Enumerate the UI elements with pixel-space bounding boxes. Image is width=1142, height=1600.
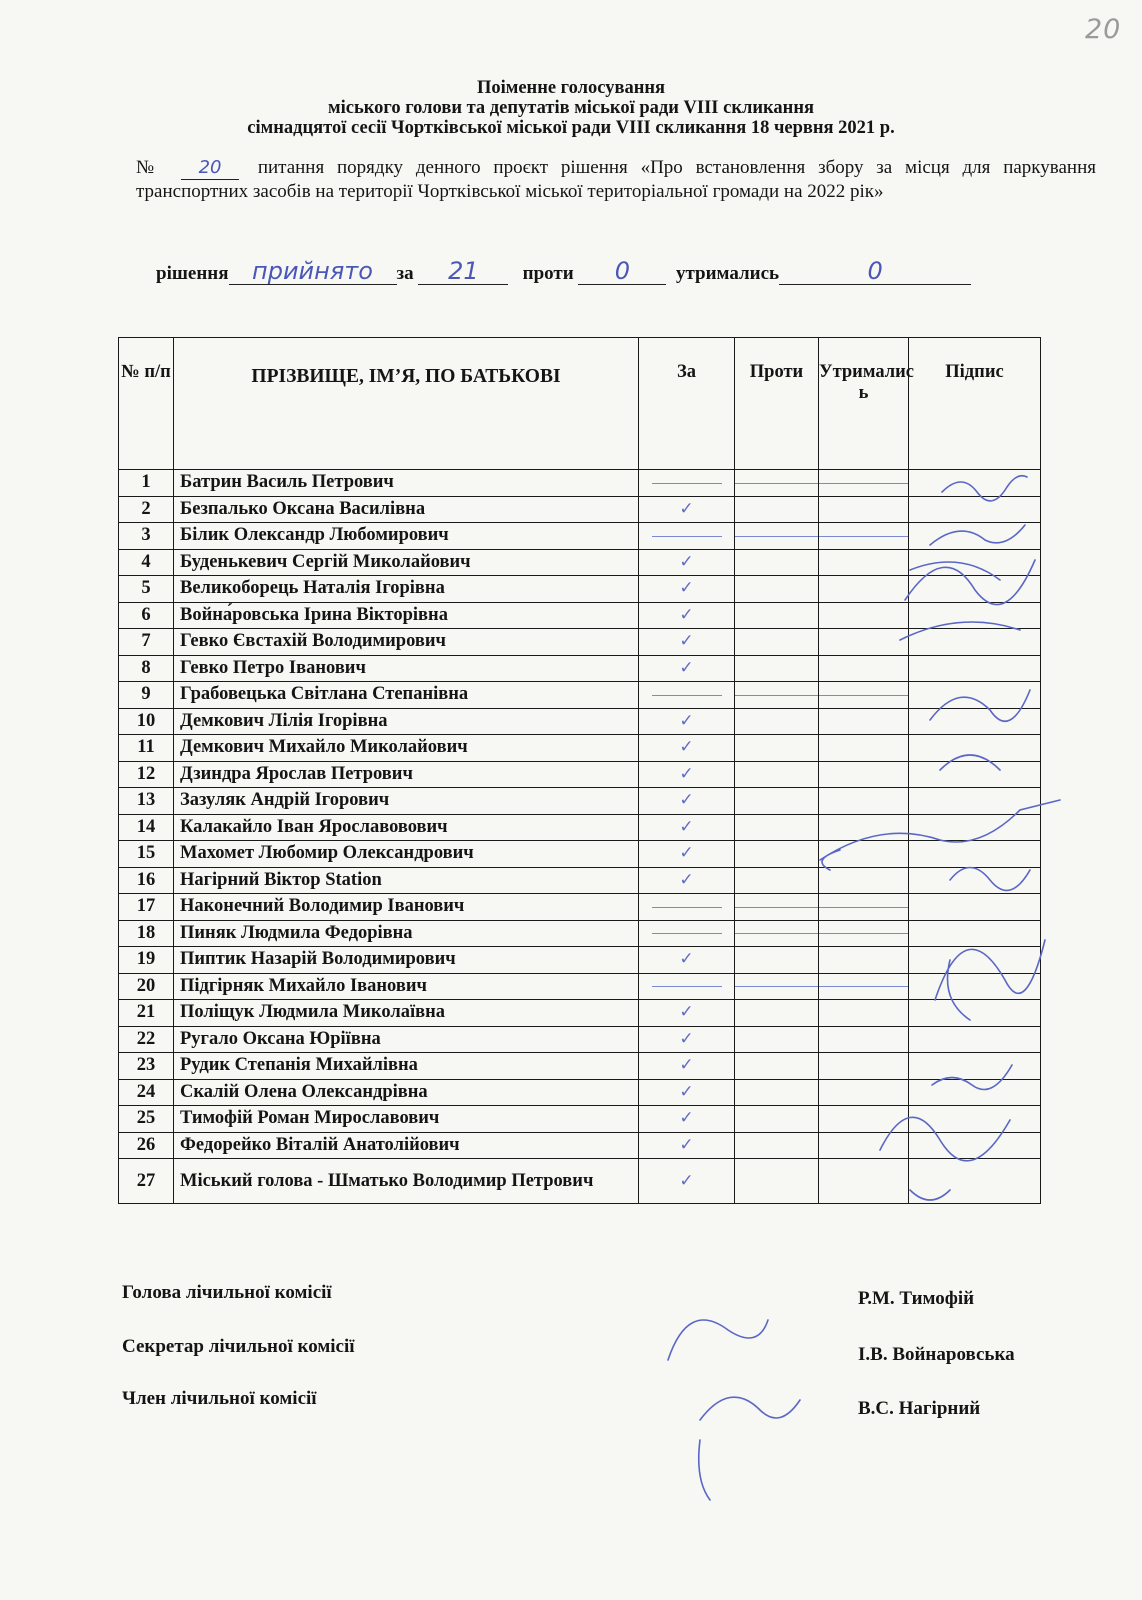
vote-for-cell xyxy=(639,682,735,709)
deputy-name: Скалій Олена Олександрівна xyxy=(174,1079,639,1106)
vote-abstained-cell xyxy=(819,1132,909,1159)
vote-for-cell xyxy=(639,1159,735,1204)
row-number: 13 xyxy=(119,788,174,815)
dash-mark xyxy=(819,907,908,908)
vote-abstained-cell xyxy=(819,1159,909,1204)
signature-cell xyxy=(909,947,1041,974)
deputy-name: Білик Олександр Любомирович xyxy=(174,523,639,550)
checkmark-icon: ✓ xyxy=(679,1028,694,1049)
vote-for-cell xyxy=(639,523,735,550)
decision-label: рішення xyxy=(156,263,229,284)
vote-abstained-cell xyxy=(819,1053,909,1080)
signature-cell xyxy=(909,523,1041,550)
signature-cell xyxy=(909,576,1041,603)
vote-for-cell xyxy=(639,1000,735,1027)
vote-for-cell xyxy=(639,814,735,841)
vote-abstained-cell xyxy=(819,576,909,603)
row-number: 26 xyxy=(119,1132,174,1159)
vote-abstained-cell xyxy=(819,1079,909,1106)
row-number: 12 xyxy=(119,761,174,788)
table-row xyxy=(119,682,1041,709)
row-number: 17 xyxy=(119,894,174,921)
vote-against-cell xyxy=(735,682,819,709)
checkmark-icon: ✓ xyxy=(679,498,694,519)
vote-against-cell xyxy=(735,708,819,735)
checkmark-icon: ✓ xyxy=(679,763,694,784)
deputy-name: Гевко Євстахій Володимирович xyxy=(174,629,639,656)
signature-cell xyxy=(909,1000,1041,1027)
document-header xyxy=(0,78,1142,138)
dash-mark xyxy=(819,483,908,484)
deputy-name: Нагірний Віктор Station xyxy=(174,867,639,894)
checkmark-icon: ✓ xyxy=(679,790,694,811)
chair-label: Голова лічильної комісії xyxy=(122,1282,332,1303)
vote-abstained-cell xyxy=(819,549,909,576)
vote-abstained-cell xyxy=(819,602,909,629)
row-number: 18 xyxy=(119,920,174,947)
signature-cell xyxy=(909,1132,1041,1159)
checkmark-icon: ✓ xyxy=(679,869,694,890)
vote-abstained-cell xyxy=(819,867,909,894)
header-number: № п/п xyxy=(119,338,174,470)
deputy-name: Гевко Петро Іванович xyxy=(174,655,639,682)
vote-for-cell xyxy=(639,602,735,629)
row-number: 27 xyxy=(119,1159,174,1204)
checkmark-icon: ✓ xyxy=(679,1055,694,1076)
vote-for-cell xyxy=(639,894,735,921)
checkmark-icon: ✓ xyxy=(679,657,694,678)
vote-abstained-cell xyxy=(819,894,909,921)
deputy-name: Демкович Михайло Миколайович xyxy=(174,735,639,762)
vote-abstained-cell xyxy=(819,1106,909,1133)
deputy-name: Демкович Лілія Ігорівна xyxy=(174,708,639,735)
row-number: 2 xyxy=(119,496,174,523)
dash-mark xyxy=(819,695,908,696)
deputy-name: Пиптик Назарій Володимирович xyxy=(174,947,639,974)
secretary-label: Секретар лічильної комісії xyxy=(122,1336,355,1357)
header-abstained: Утрималис ь xyxy=(819,338,909,470)
secretary-name: І.В. Войнаровська xyxy=(858,1344,1015,1365)
vote-for-cell xyxy=(639,1053,735,1080)
signature-cell xyxy=(909,549,1041,576)
vote-abstained-cell xyxy=(819,470,909,497)
dash-mark xyxy=(819,986,908,987)
vote-against-cell xyxy=(735,761,819,788)
vote-against-cell xyxy=(735,973,819,1000)
vote-abstained-cell xyxy=(819,655,909,682)
question-number-prefix: № xyxy=(136,157,163,178)
signature-cell xyxy=(909,470,1041,497)
checkmark-icon: ✓ xyxy=(679,1108,694,1129)
signature-cell xyxy=(909,496,1041,523)
chair-name: Р.М. Тимофій xyxy=(858,1288,975,1309)
row-number: 3 xyxy=(119,523,174,550)
vote-against-cell xyxy=(735,1106,819,1133)
vote-for-cell xyxy=(639,920,735,947)
vote-for-cell xyxy=(639,735,735,762)
row-number: 7 xyxy=(119,629,174,656)
vote-for-cell xyxy=(639,629,735,656)
vote-against-cell xyxy=(735,788,819,815)
table-body xyxy=(119,470,1041,1204)
vote-against-cell xyxy=(735,894,819,921)
signature-cell xyxy=(909,920,1041,947)
vote-against-cell xyxy=(735,602,819,629)
dash-mark xyxy=(652,986,722,987)
deputy-name: Федорейко Віталій Анатолійович xyxy=(174,1132,639,1159)
table-row xyxy=(119,549,1041,576)
signature-cell xyxy=(909,894,1041,921)
table-row xyxy=(119,655,1041,682)
vote-abstained-cell xyxy=(819,920,909,947)
checkmark-icon: ✓ xyxy=(679,1134,694,1155)
table-row xyxy=(119,496,1041,523)
member-name: В.С. Нагірний xyxy=(858,1398,981,1419)
deputy-name: Буденькевич Сергій Миколайович xyxy=(174,549,639,576)
table-row xyxy=(119,1159,1041,1204)
signature-cell xyxy=(909,629,1041,656)
deputy-name: Война́ровська Ірина Вікторівна xyxy=(174,602,639,629)
signature-commission-member xyxy=(699,1397,800,1500)
vote-against-cell xyxy=(735,629,819,656)
row-number: 14 xyxy=(119,814,174,841)
against-count-field xyxy=(578,258,666,285)
vote-abstained-cell xyxy=(819,973,909,1000)
signature-cell xyxy=(909,602,1041,629)
table-row xyxy=(119,523,1041,550)
dash-mark xyxy=(735,907,818,908)
vote-abstained-cell xyxy=(819,1000,909,1027)
table-row xyxy=(119,576,1041,603)
question-number-field xyxy=(181,156,239,180)
dash-mark xyxy=(652,695,722,696)
decision-value-field xyxy=(229,258,397,285)
vote-for-cell xyxy=(639,576,735,603)
checkmark-icon: ✓ xyxy=(679,1081,694,1102)
deputy-name: Великоборець Наталія Ігорівна xyxy=(174,576,639,603)
vote-for-cell xyxy=(639,1106,735,1133)
vote-against-cell xyxy=(735,1132,819,1159)
row-number: 15 xyxy=(119,841,174,868)
signature-cell xyxy=(909,973,1041,1000)
row-number: 4 xyxy=(119,549,174,576)
row-number: 21 xyxy=(119,1000,174,1027)
checkmark-icon: ✓ xyxy=(679,551,694,572)
vote-for-cell xyxy=(639,973,735,1000)
dash-mark xyxy=(735,986,818,987)
vote-for-cell xyxy=(639,841,735,868)
abstained-count-handwritten: 0 xyxy=(867,257,883,285)
table-row xyxy=(119,947,1041,974)
header-full-name: ПРІЗВИЩЕ, ІМ’Я, ПО БАТЬКОВІ xyxy=(174,338,639,470)
dash-mark xyxy=(652,483,722,484)
signature-cell xyxy=(909,1106,1041,1133)
deputy-name: Рудик Степанія Михайлівна xyxy=(174,1053,639,1080)
vote-for-cell xyxy=(639,788,735,815)
table-row xyxy=(119,894,1041,921)
dash-mark xyxy=(652,907,722,908)
question-number-handwritten: 20 xyxy=(198,157,222,178)
row-number: 6 xyxy=(119,602,174,629)
document-title: Поіменне голосування xyxy=(476,78,666,98)
vote-against-cell xyxy=(735,523,819,550)
table-row xyxy=(119,761,1041,788)
checkmark-icon: ✓ xyxy=(679,604,694,625)
vote-against-cell xyxy=(735,920,819,947)
table-row xyxy=(119,814,1041,841)
document-subtitle-council: міського голови та депутатів міської ради VIII скликання xyxy=(328,98,814,118)
for-count-field xyxy=(418,258,508,285)
vote-against-cell xyxy=(735,470,819,497)
deputy-name: Безпалько Оксана Василівна xyxy=(174,496,639,523)
decision-value-handwritten: прийнято xyxy=(252,257,373,285)
abstained-label: утримались xyxy=(675,263,780,284)
signature-cell xyxy=(909,788,1041,815)
vote-abstained-cell xyxy=(819,682,909,709)
checkmark-icon: ✓ xyxy=(679,578,694,599)
signature-cell xyxy=(909,841,1041,868)
vote-for-cell xyxy=(639,1079,735,1106)
signature-cell xyxy=(909,1079,1041,1106)
member-label: Член лічильної комісії xyxy=(122,1388,317,1409)
decision-line xyxy=(156,258,1056,285)
vote-against-cell xyxy=(735,655,819,682)
dash-mark xyxy=(735,483,818,484)
signature-cell xyxy=(909,735,1041,762)
for-label: за xyxy=(396,263,414,284)
row-number: 5 xyxy=(119,576,174,603)
deputy-name: Ругало Оксана Юріївна xyxy=(174,1026,639,1053)
dash-mark xyxy=(652,536,722,537)
signature-cell xyxy=(909,682,1041,709)
against-count-handwritten: 0 xyxy=(614,257,631,285)
vote-abstained-cell xyxy=(819,629,909,656)
vote-abstained-cell xyxy=(819,947,909,974)
document-subtitle-session: сімнадцятої сесії Чортківської міської ради VIII скликання 18 червня 2021 р. xyxy=(247,118,895,138)
row-number: 24 xyxy=(119,1079,174,1106)
table-row xyxy=(119,920,1041,947)
checkmark-icon: ✓ xyxy=(679,710,694,731)
deputy-name: Пиняк Людмила Федорівна xyxy=(174,920,639,947)
vote-for-cell xyxy=(639,655,735,682)
vote-against-cell xyxy=(735,549,819,576)
row-number: 22 xyxy=(119,1026,174,1053)
signature-cell xyxy=(909,1159,1041,1204)
row-number: 23 xyxy=(119,1053,174,1080)
deputy-name: Поліщук Людмила Миколаївна xyxy=(174,1000,639,1027)
deputy-name: Тимофій Роман Мирославович xyxy=(174,1106,639,1133)
vote-against-cell xyxy=(735,1026,819,1053)
row-number: 11 xyxy=(119,735,174,762)
checkmark-icon: ✓ xyxy=(679,631,694,652)
vote-against-cell xyxy=(735,496,819,523)
row-number: 10 xyxy=(119,708,174,735)
signature-cell xyxy=(909,708,1041,735)
header-for: За xyxy=(639,338,735,470)
checkmark-icon: ✓ xyxy=(679,737,694,758)
vote-for-cell xyxy=(639,1026,735,1053)
table-header-row xyxy=(119,338,1041,470)
vote-for-cell xyxy=(639,470,735,497)
vote-against-cell xyxy=(735,814,819,841)
table-row xyxy=(119,841,1041,868)
table-row xyxy=(119,735,1041,762)
vote-against-cell xyxy=(735,735,819,762)
vote-abstained-cell xyxy=(819,496,909,523)
dash-mark xyxy=(735,933,818,934)
row-number: 8 xyxy=(119,655,174,682)
deputy-name: Підгірняк Михайло Іванович xyxy=(174,973,639,1000)
header-against: Проти xyxy=(735,338,819,470)
header-signature: Підпис xyxy=(909,338,1041,470)
vote-abstained-cell xyxy=(819,735,909,762)
row-number: 20 xyxy=(119,973,174,1000)
dash-mark xyxy=(735,695,818,696)
table-row xyxy=(119,1132,1041,1159)
roll-call-table xyxy=(118,337,1041,1204)
signature-cell xyxy=(909,1026,1041,1053)
table-row xyxy=(119,788,1041,815)
table-row xyxy=(119,1106,1041,1133)
deputy-name: Махомет Любомир Олександрович xyxy=(174,841,639,868)
vote-against-cell xyxy=(735,1000,819,1027)
table-row xyxy=(119,708,1041,735)
table-row xyxy=(119,602,1041,629)
vote-for-cell xyxy=(639,496,735,523)
vote-against-cell xyxy=(735,1053,819,1080)
vote-for-cell xyxy=(639,761,735,788)
vote-against-cell xyxy=(735,841,819,868)
table-row xyxy=(119,629,1041,656)
checkmark-icon: ✓ xyxy=(679,1170,694,1191)
page-number-handwritten: 20 xyxy=(1085,14,1122,45)
row-number: 16 xyxy=(119,867,174,894)
vote-against-cell xyxy=(735,947,819,974)
vote-abstained-cell xyxy=(819,1026,909,1053)
against-label: проти xyxy=(522,263,574,284)
vote-abstained-cell xyxy=(819,788,909,815)
abstained-count-field xyxy=(779,258,971,285)
deputy-name: Зазуляк Андрій Ігорович xyxy=(174,788,639,815)
row-number: 9 xyxy=(119,682,174,709)
dash-mark xyxy=(735,536,818,537)
table-row xyxy=(119,1026,1041,1053)
vote-for-cell xyxy=(639,867,735,894)
signature-cell xyxy=(909,761,1041,788)
deputy-name: Наконечний Володимир Іванович xyxy=(174,894,639,921)
dash-mark xyxy=(819,536,908,537)
table-row xyxy=(119,867,1041,894)
vote-abstained-cell xyxy=(819,523,909,550)
question-description xyxy=(136,156,1096,203)
deputy-name: Калакайло Іван Ярославовович xyxy=(174,814,639,841)
signature-cell xyxy=(909,655,1041,682)
deputy-name: Грабовецька Світлана Степанівна xyxy=(174,682,639,709)
signature-cell xyxy=(909,814,1041,841)
row-number: 19 xyxy=(119,947,174,974)
table-row xyxy=(119,1000,1041,1027)
table-row xyxy=(119,470,1041,497)
table-row xyxy=(119,973,1041,1000)
vote-for-cell xyxy=(639,947,735,974)
table-row xyxy=(119,1053,1041,1080)
vote-against-cell xyxy=(735,867,819,894)
row-number: 1 xyxy=(119,470,174,497)
checkmark-icon: ✓ xyxy=(679,816,694,837)
dash-mark xyxy=(652,933,722,934)
vote-for-cell xyxy=(639,708,735,735)
vote-for-cell xyxy=(639,549,735,576)
for-count-handwritten: 21 xyxy=(448,257,479,285)
vote-abstained-cell xyxy=(819,841,909,868)
vote-for-cell xyxy=(639,1132,735,1159)
checkmark-icon: ✓ xyxy=(679,1002,694,1023)
deputy-name: Батрин Василь Петрович xyxy=(174,470,639,497)
row-number: 25 xyxy=(119,1106,174,1133)
vote-against-cell xyxy=(735,1159,819,1204)
signature-cell xyxy=(909,1053,1041,1080)
signature-commission-chair xyxy=(668,1320,768,1360)
vote-against-cell xyxy=(735,576,819,603)
vote-abstained-cell xyxy=(819,761,909,788)
vote-abstained-cell xyxy=(819,708,909,735)
dash-mark xyxy=(819,933,908,934)
deputy-name: Міський голова - Шматько Володимир Петрович xyxy=(174,1159,639,1204)
checkmark-icon: ✓ xyxy=(679,843,694,864)
question-text: питання порядку денного проєкт рішення «Про встановлення збору за місця для паркування транспортних засобів на території Чортківської міської територіальної громади на 2022 рік» xyxy=(136,157,1096,202)
vote-against-cell xyxy=(735,1079,819,1106)
checkmark-icon: ✓ xyxy=(679,949,694,970)
deputy-name: Дзиндра Ярослав Петрович xyxy=(174,761,639,788)
vote-abstained-cell xyxy=(819,814,909,841)
table-row xyxy=(119,1079,1041,1106)
signature-cell xyxy=(909,867,1041,894)
